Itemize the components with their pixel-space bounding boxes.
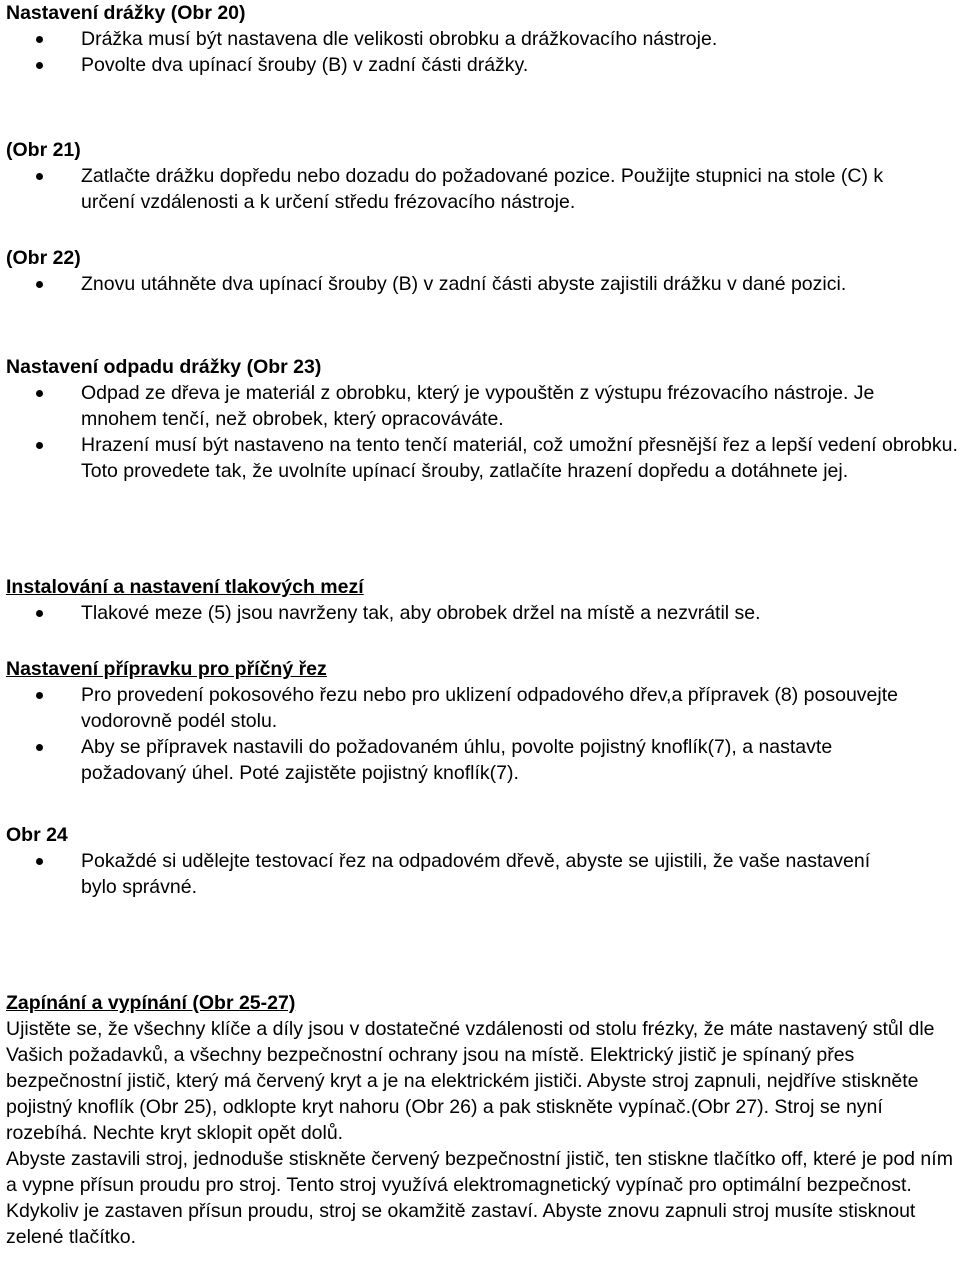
section-heading: Obr 24 [6, 824, 68, 846]
section-heading: (Obr 22) [6, 247, 81, 269]
list-item: Znovu utáhněte dva upínací šrouby (B) v zadní části abyste zajistili drážku v dané pozici. [6, 271, 960, 297]
paragraph: Ujistěte se, že všechny klíče a díly jsou v dostatečné vzdálenosti od stolu frézky, že máte nastavený stůl dle Vašich požadavků, a všechny bezpečnostní ochrany jsou na místě. Elektrický jistič je spínaný přes bezpečnostní jistič, který má červený kryt a je na elektrickém jističi. Abyste stroj zapnuli, nejdříve stiskněte pojistný knoflík (Obr 25), odklopte kryt nahoru (Obr 26) a pak stiskněte vypínač.(Obr 27). Stroj se nyní rozebíhá. Nechte kryt sklopit opět dolů. [6, 1018, 935, 1144]
list-item: Drážka musí být nastavena dle velikosti obrobku a drážkovacího nástroje. [6, 26, 960, 52]
list-item: Hrazení musí být nastaveno na tento tenčí materiál, což umožní přesnější řez a lepší vedení obrobku. Toto provedete tak, že uvolníte upínací šrouby, zatlačíte hrazení dopředu a dotáhnete jej. [6, 432, 960, 484]
section-pressure-limits [6, 574, 960, 626]
section-heading: Nastavení odpadu drážky (Obr 23) [6, 356, 322, 378]
section-waste-setup [6, 354, 960, 484]
list-item: Pokaždé si udělejte testovací řez na odpadovém dřevě, abyste se ujistili, že vaše nastavení bylo správné. [6, 848, 960, 900]
list-item: Pro provedení pokosového řezu nebo pro uklizení odpadového dřev,a přípravek (8) posouvejte vodorovně podél stolu. [6, 682, 960, 734]
section-groove-setup [6, 0, 960, 78]
list-item: Tlakové meze (5) jsou navrženy tak, aby obrobek držel na místě a nezvrátil se. [6, 600, 960, 626]
list-item: Aby se přípravek nastavili do požadovaném úhlu, povolte pojistný knoflík(7), a nastavte požadovaný úhel. Poté zajistěte pojistný knoflík(7). [6, 734, 960, 786]
list-item: Odpad ze dřeva je materiál z obrobku, který je vypouštěn z výstupu frézovacího nástroje. Je mnohem tenčí, než obrobek, který opracováváte. [6, 380, 960, 432]
bullet-list [6, 271, 960, 297]
paragraph: Abyste zastavili stroj, jednoduše stiskněte červený bezpečnostní jistič, ten stiskne tlačítko off, které je pod ním a vypne přísun proudu pro stroj. Tento stroj využívá elektromagnetický vypínač pro optimální bezpečnost. Kdykoliv je zastaven přísun proudu, stroj se okamžitě zastaví. Abyste znovu zapnuli stroj musíte stisknout zelené tlačítko. [6, 1148, 953, 1248]
section-crosscut-jig [6, 656, 960, 786]
bullet-list [6, 26, 960, 78]
bullet-list [6, 600, 960, 626]
section-heading: Nastavení drážky (Obr 20) [6, 2, 246, 24]
section-fig-24 [6, 822, 960, 900]
bullet-list [6, 380, 960, 484]
bullet-list [6, 163, 960, 215]
section-on-off [6, 990, 960, 1250]
list-item: Povolte dva upínací šrouby (B) v zadní části drážky. [6, 52, 960, 78]
section-heading: (Obr 21) [6, 139, 81, 161]
section-heading: Nastavení přípravku pro příčný řez [6, 658, 327, 680]
section-heading: Zapínání a vypínání (Obr 25-27) [6, 992, 296, 1014]
bullet-list [6, 848, 960, 900]
section-heading: Instalování a nastavení tlakových mezí [6, 576, 364, 598]
section-fig-21 [6, 137, 960, 215]
section-fig-22 [6, 245, 960, 297]
bullet-list [6, 682, 960, 786]
list-item: Zatlačte drážku dopředu nebo dozadu do požadované pozice. Použijte stupnici na stole (C) k určení vzdálenosti a k určení středu frézovacího nástroje. [6, 163, 960, 215]
